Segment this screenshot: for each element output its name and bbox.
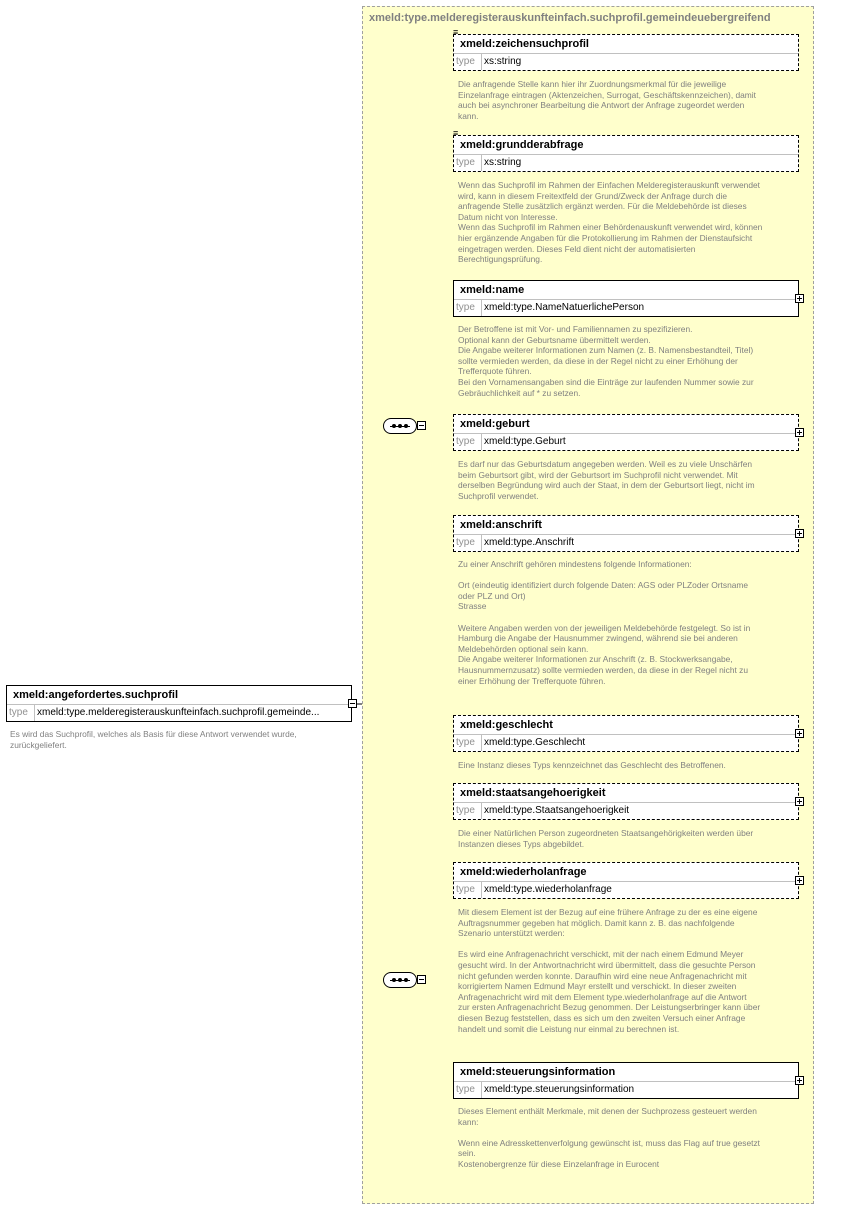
element-name: xmeld:steuerungsinformation <box>460 1066 616 1078</box>
expand-icon[interactable] <box>795 729 804 738</box>
element-type: xmeld:type.steuerungsinformation <box>484 1084 635 1095</box>
element-type: xs:string <box>484 56 522 67</box>
element-type: xs:string <box>484 157 522 168</box>
element-name: xmeld:wiederholanfrage <box>460 866 587 878</box>
element-type: xmeld:type.Staatsangehoerigkeit <box>484 805 630 816</box>
element-name-natuerliche-person[interactable] <box>453 280 799 317</box>
element-doc: Mit diesem Element ist der Bezug auf eine frühere Anfrage zu der es eine eigene Auftragsnummer gegeben hat möglich. Damit kann z. B. das nachfolgende Szenario unterstützt werden: Es wird eine Anfragenachricht verschickt, mit der nach einem Edmund Meyer gesucht wird. In der Antwortnachricht wird übermittelt, dass die gesuchte Person nicht gefunden werden konnte. Daraufhin wird eine neue Anfragenachricht mit korrigiertem Namen Edmund Mayr erstellt und verschickt. In dieser zweiten Anfragenachricht wird mit dem Element type.wiederholanfrage auf die Antwort zur ersten Anfragenachricht Bezug genommen. Der Leistungserbringer kann über diesen Bezug feststellen, dass es sich um den zweiten Versuch einer Anfrage handelt und somit die Leistung nur einmal zu berechnen ist. <box>458 907 761 1034</box>
element-doc: Dieses Element enthält Merkmale, mit denen der Suchprozess gesteuert werden kann: Wenn eine Adresskettenverfolgung gewünscht ist, muss das Flag auf true gesetzt sein. Kostenobergrenze für diese Einzelanfrage in Eurocent <box>458 1106 760 1169</box>
element-name: xmeld:geschlecht <box>460 719 553 731</box>
type-label: type <box>456 884 475 895</box>
type-label: type <box>456 805 475 816</box>
type-label: type <box>456 302 475 313</box>
element-type: xmeld:type.Anschrift <box>484 537 575 548</box>
element-doc: Die anfragende Stelle kann hier ihr Zuordnungsmerkmal für die jeweilige Einzelanfrage eintragen (Aktenzeichen, Surrogat, Geschäftskennzeichen), damit auch bei asynchroner Bearbeitung die Antwort der Anfrage zugeordet werden kann. <box>458 79 756 121</box>
collapse-icon[interactable] <box>348 699 357 708</box>
element-anschrift[interactable] <box>453 515 799 552</box>
element-doc: Wenn das Suchprofil im Rahmen der Einfachen Melderegisterauskunft verwendet wird, kann in diesem Freitextfeld der Grund/Zweck der Anfrage durch die anfragende Stelle zusätzlich ergänzt werden. Für die Meldebehörde ist dieses Datum nicht von Interesse. Wenn das Suchprofil im Rahmen einer Behördenauskunft verwendet wird, können hier ergänzende Angaben für die Protokollierung im Rahmen der Dienstaufsicht eingetragen werden. Dieses Feld dient nicht der automatisierten Berechtigungsprüfung. <box>458 180 763 265</box>
element-zeichensuchprofil[interactable] <box>453 27 799 71</box>
expand-icon[interactable] <box>795 876 804 885</box>
type-label: type <box>456 157 475 168</box>
element-type: xmeld:type.wiederholanfrage <box>484 884 612 895</box>
group-title: xmeld:type.melderegisterauskunfteinfach.suchprofil.gemeindeuebergreifend <box>369 12 771 24</box>
documentation-icon: ≡ <box>453 128 459 138</box>
element-doc: Zu einer Anschrift gehören mindestens folgende Informationen: Ort (eindeutig identifiziert durch folgende Daten: AGS oder PLZoder Ortsname oder PLZ und Ort) Strasse Weitere Angaben werden von der jeweiligen Meldebehörde festgelegt. So ist in Hamburg die Angabe der Hausnummer zwingend, während sie bei anderen Meldebehörden optional sein kann. Die Angabe weiterer Informationen zur Anschrift (z. B. Stockwerksangabe, Hausnummernzusatz) sollte vermieden werden, da diese in der Regel nicht zu einer Erhöhung der Trefferquote führen. <box>458 559 751 686</box>
expand-icon[interactable] <box>795 1076 804 1085</box>
expand-icon[interactable] <box>795 797 804 806</box>
collapse-icon[interactable] <box>417 975 426 984</box>
element-doc: Eine Instanz dieses Typs kennzeichnet das Geschlecht des Betroffenen. <box>458 760 726 770</box>
element-grundderabfrage[interactable] <box>453 128 799 172</box>
expand-icon[interactable] <box>795 529 804 538</box>
collapse-icon[interactable] <box>417 421 426 430</box>
sequence-compositor-icon[interactable] <box>383 418 417 434</box>
element-geburt[interactable] <box>453 414 799 451</box>
expand-icon[interactable] <box>795 428 804 437</box>
expand-icon[interactable] <box>795 294 804 303</box>
element-name: xmeld:name <box>460 284 525 296</box>
type-label: type <box>456 56 475 67</box>
root-element-type: xmeld:type.melderegisterauskunfteinfach.suchprofil.gemeinde... <box>37 707 320 718</box>
type-label: type <box>456 737 475 748</box>
element-doc: Es darf nur das Geburtsdatum angegeben werden. Weil es zu viele Unschärfen beim Geburtsort gibt, wird der Geburtsort im Suchprofil nicht verwendet. Mit derselben Begründung wird auch der Staat, in dem der Geburtsort liegt, nicht im Suchprofil verwendet. <box>458 459 755 501</box>
element-name: xmeld:zeichensuchprofil <box>460 38 589 50</box>
element-name: xmeld:geburt <box>460 418 530 430</box>
element-doc: Der Betroffene ist mit Vor- und Familiennamen zu spezifizieren. Optional kann der Geburtsname übermittelt werden. Die Angabe weiterer Informationen zum Namen (z. B. Namensbestandteil, Titel) sollte vermieden werden, da diese in der Regel nicht zu einer Erhöhung der Trefferquote führen. Bei den Vornamensangaben sind die Einträge zur laufenden Nummer sowie zur Gebräuchlichkeit auf * zu setzen. <box>458 324 754 398</box>
element-steuerungsinformation[interactable] <box>453 1062 799 1099</box>
element-staatsangehoerigkeit[interactable] <box>453 783 799 820</box>
element-type: xmeld:type.Geschlecht <box>484 737 586 748</box>
type-label: type <box>456 1084 475 1095</box>
root-element[interactable] <box>6 685 352 722</box>
documentation-icon: ≡ <box>453 27 459 37</box>
type-label: type <box>456 537 475 548</box>
element-wiederholanfrage[interactable] <box>453 862 799 899</box>
element-name: xmeld:grundderabfrage <box>460 139 584 151</box>
element-type: xmeld:type.Geburt <box>484 436 566 447</box>
element-type: xmeld:type.NameNatuerlichePerson <box>484 302 645 313</box>
element-geschlecht[interactable] <box>453 715 799 752</box>
sequence-compositor-icon[interactable] <box>383 972 417 988</box>
type-label: type <box>456 436 475 447</box>
type-label: type <box>9 707 28 718</box>
element-doc: Die einer Natürlichen Person zugeordneten Staatsangehörigkeiten werden über Instanzen dieses Typs abgebildet. <box>458 828 754 849</box>
root-element-name: xmeld:angefordertes.suchprofil <box>13 689 179 701</box>
root-element-doc: Es wird das Suchprofil, welches als Basis für diese Antwort verwendet wurde, zurückgeliefert. <box>10 729 297 750</box>
element-name: xmeld:staatsangehoerigkeit <box>460 787 606 799</box>
element-name: xmeld:anschrift <box>460 519 542 531</box>
